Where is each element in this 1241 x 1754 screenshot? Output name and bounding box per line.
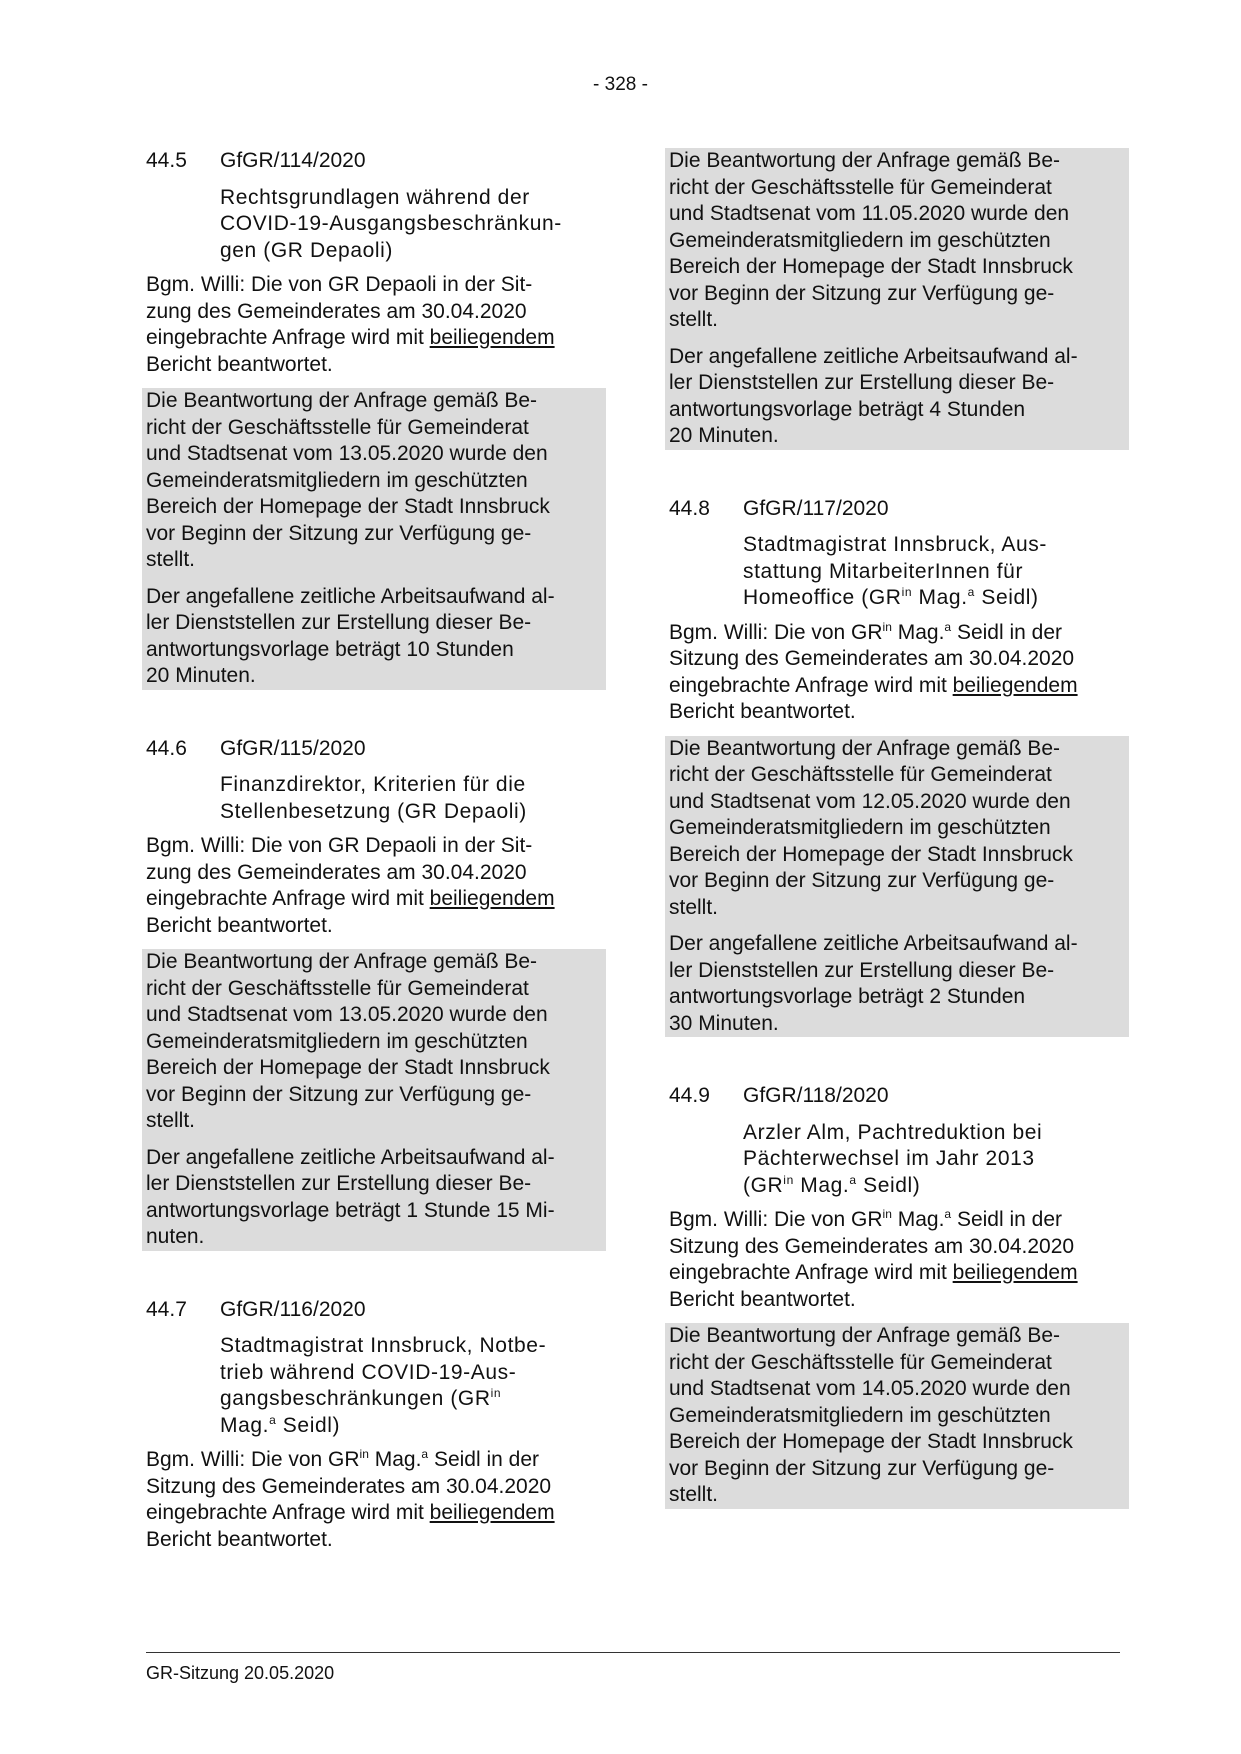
item-title: Rechtsgrundlagen während der COVID-19-Ausgangsbeschränkun- gen (GR Depaoli) [220, 185, 562, 262]
item-code: GfGR/114/2020 [220, 149, 366, 172]
item-number: 44.9 [669, 1084, 710, 1107]
answer-box [142, 388, 606, 690]
item-title: Stadtmagistrat Innsbruck, Aus- stattung MitarbeiterInnen für Homeoffice ($GR^{in}$ Mag.$^a$ Seidl) [743, 533, 1047, 609]
answer-box [665, 736, 1129, 1038]
item-body: Bgm. Willi: Die von GR Depaoli in der Sit- zung des Gemeinderates am 30.04.2020 eingebrachte Anfrage wird mit beiliegendem Bericht beantwortet. [146, 834, 555, 937]
effort-text: Der angefallene zeitliche Arbeitsaufwand al- ler Dienststellen zur Erstellung dieser Be- antwortungsvorlage beträgt 1 Stunde 15 Mi- nuten. [146, 1145, 555, 1248]
effort-text: Der angefallene zeitliche Arbeitsaufwand al- ler Dienststellen zur Erstellung dieser Be- antwortungsvorlage beträgt 10 Stunden 20 Minuten. [146, 584, 555, 687]
attachment-link[interactable]: beiliegendem [429, 326, 555, 349]
item-title: Stadtmagistrat Innsbruck, Notbe- trieb während COVID-19-Aus- gangsbeschränkungen ($GR^{in}$ Mag.$^a$ Seidl) [220, 1334, 547, 1437]
answer-text: Die Beantwortung der Anfrage gemäß Be- richt der Geschäftsstelle für Gemeinderat und Stadtsenat vom 13.05.2020 wurde den Gemeinderatsmitgliedern im geschützten Bereich der Homepage der Stadt Innsbruck vor Beginn der Sitzung zur Verfügung ge- stellt. [146, 389, 550, 571]
item-code: GfGR/115/2020 [220, 736, 366, 760]
agenda-item-44-9 [669, 1083, 1125, 1509]
item-number: 44.6 [146, 736, 187, 760]
item-number: 44.8 [669, 496, 710, 520]
right-column [669, 148, 1125, 1509]
answer-text: Die Beantwortung der Anfrage gemäß Be- richt der Geschäftsstelle für Gemeinderat und Stadtsenat vom 11.05.2020 wurde den Gemeinderatsmitgliedern im geschützten Bereich der Homepage der Stadt Innsbruck vor Beginn der Sitzung zur Verfügung ge- stellt. [669, 149, 1073, 331]
answer-text: Die Beantwortung der Anfrage gemäß Be- richt der Geschäftsstelle für Gemeinderat und Stadtsenat vom 14.05.2020 wurde den Gemeinderatsmitgliedern im geschützten Bereich der Homepage der Stadt Innsbruck vor Beginn der Sitzung zur Verfügung ge- stellt. [669, 1324, 1073, 1506]
item-code: GfGR/118/2020 [743, 1084, 889, 1107]
agenda-item-44-6 [146, 736, 602, 1251]
agenda-item-44-7 [146, 1297, 602, 1554]
item-body: Bgm. Willi: Die von $GR^{in}$ Mag.$^a$ Seidl in der Sitzung des Gemeinderates am 30.04.2020 eingebrachte Anfrage wird mit beiliegendem Bericht beantwortet. [669, 619, 1078, 723]
attachment-link[interactable]: beiliegendem [429, 887, 555, 910]
footer-divider [146, 1652, 1120, 1653]
agenda-item-44-8 [669, 496, 1125, 1038]
item-title: Finanzdirektor, Kriterien für die Stellenbesetzung (GR Depaoli) [220, 773, 527, 823]
effort-text: Der angefallene zeitliche Arbeitsaufwand al- ler Dienststellen zur Erstellung dieser Be- antwortungsvorlage beträgt 4 Stunden 20 Minuten. [669, 344, 1078, 447]
answer-box [665, 148, 1129, 450]
item-code: GfGR/117/2020 [743, 496, 889, 520]
item-title: Arzler Alm, Pachtreduktion bei Pächterwechsel im Jahr 2013 ($GR^{in}$ Mag.$^a$ Seidl) [743, 1120, 1043, 1197]
item-code: GfGR/116/2020 [220, 1297, 366, 1321]
answer-text: Die Beantwortung der Anfrage gemäß Be- richt der Geschäftsstelle für Gemeinderat und Stadtsenat vom 13.05.2020 wurde den Gemeinderatsmitgliedern im geschützten Bereich der Homepage der Stadt Innsbruck vor Beginn der Sitzung zur Verfügung ge- stellt. [146, 950, 550, 1132]
page-number: - 328 - [593, 74, 648, 95]
footer-text: GR-Sitzung 20.05.2020 [146, 1663, 335, 1683]
answer-box [665, 1323, 1129, 1509]
left-column [146, 148, 602, 1563]
attachment-link[interactable]: beiliegendem [952, 1261, 1078, 1284]
item-body: Bgm. Willi: Die von $GR^{in}$ Mag.$^a$ Seidl in der Sitzung des Gemeinderates am 30.04.2020 eingebrachte Anfrage wird mit beiliegendem Bericht beantwortet. [669, 1207, 1078, 1311]
item-body: Bgm. Willi: Die von GR Depaoli in der Sit- zung des Gemeinderates am 30.04.2020 eingebrachte Anfrage wird mit beiliegendem Bericht beantwortet. [146, 273, 555, 376]
attachment-link[interactable]: beiliegendem [952, 673, 1078, 697]
item-number: 44.7 [146, 1297, 187, 1321]
item-body: Bgm. Willi: Die von $GR^{in}$ Mag.$^a$ Seidl in der Sitzung des Gemeinderates am 30.04.2020 eingebrachte Anfrage wird mit beiliegendem Bericht beantwortet. [146, 1447, 555, 1551]
answer-text: Die Beantwortung der Anfrage gemäß Be- richt der Geschäftsstelle für Gemeinderat und Stadtsenat vom 12.05.2020 wurde den Gemeinderatsmitgliedern im geschützten Bereich der Homepage der Stadt Innsbruck vor Beginn der Sitzung zur Verfügung ge- stellt. [669, 736, 1073, 919]
item-number: 44.5 [146, 149, 187, 172]
answer-box [142, 949, 606, 1251]
agenda-item-44-5 [146, 148, 602, 690]
attachment-link[interactable]: beiliegendem [429, 1501, 555, 1524]
effort-text: Der angefallene zeitliche Arbeitsaufwand al- ler Dienststellen zur Erstellung dieser Be- antwortungsvorlage beträgt 2 Stunden 30 Minuten. [669, 932, 1078, 1035]
